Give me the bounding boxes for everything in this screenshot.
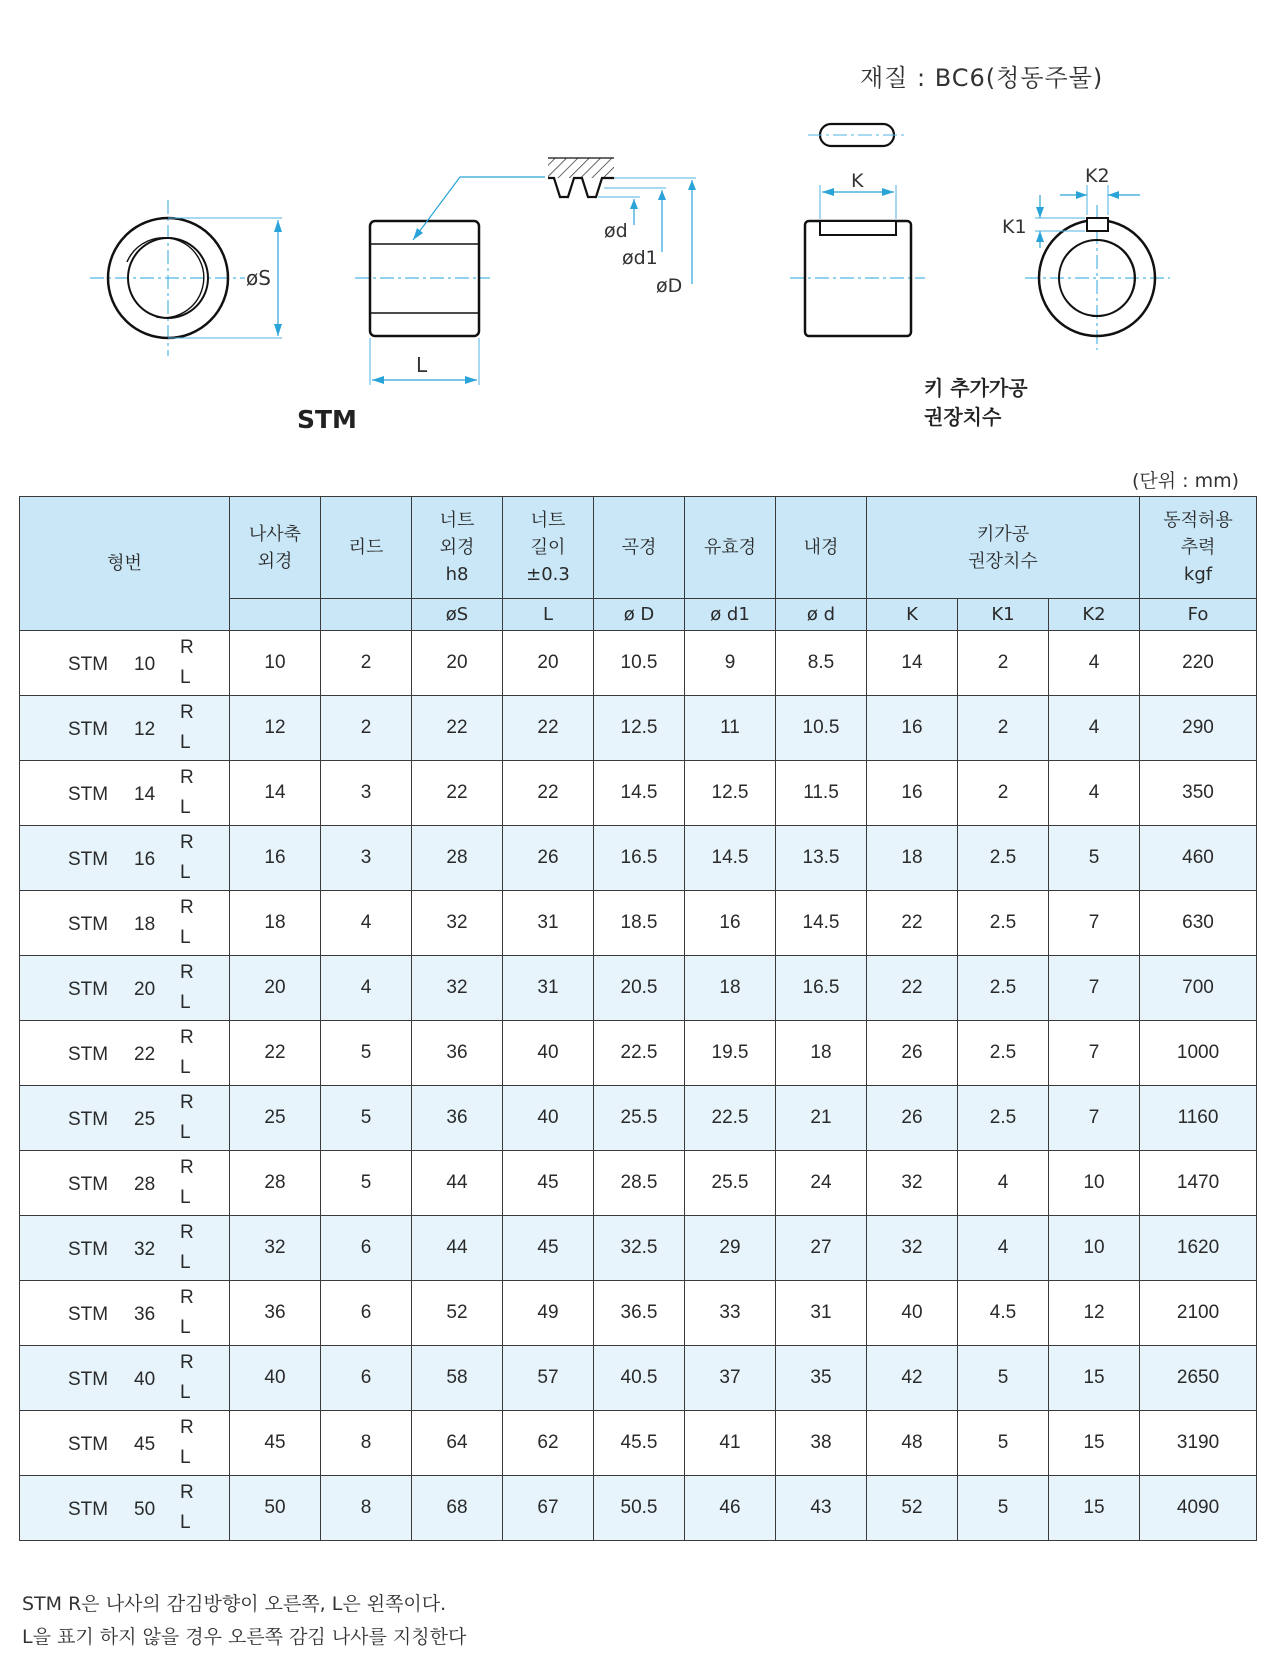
model-size: 10	[134, 654, 156, 675]
dim-k1-label: K1	[1002, 216, 1027, 238]
cell-screw_od: 12	[230, 696, 321, 761]
keyed-nut-end-view	[1002, 165, 1170, 350]
model-cell	[20, 1151, 230, 1216]
cell-k1: 4.5	[958, 1281, 1049, 1346]
model-dir-l: L	[180, 732, 191, 753]
dim-k-label: K	[851, 170, 864, 192]
header-model: 형번	[20, 497, 230, 631]
cell-lead: 4	[321, 891, 412, 956]
cell-d1: 11	[685, 696, 776, 761]
cell-lead: 2	[321, 696, 412, 761]
dim-l-label: L	[416, 353, 428, 377]
model-size: 28	[134, 1174, 156, 1195]
model-dir-l: L	[180, 1382, 191, 1403]
model-size: 45	[134, 1434, 156, 1455]
table-row	[20, 1151, 1257, 1216]
symbol-cell: K	[867, 599, 958, 631]
cell-k1: 2.5	[958, 956, 1049, 1021]
cell-d: 14.5	[594, 761, 685, 826]
cell-fo: 460	[1140, 826, 1257, 891]
cell-screw_od: 14	[230, 761, 321, 826]
cell-k2: 4	[1049, 696, 1140, 761]
symbol-cell: K1	[958, 599, 1049, 631]
dim-d-label: ød	[604, 220, 628, 242]
header-key: 키가공 권장치수	[867, 497, 1140, 599]
spec-table-body	[20, 631, 1257, 1541]
cell-d: 18.5	[594, 891, 685, 956]
cell-fo: 630	[1140, 891, 1257, 956]
table-row	[20, 1346, 1257, 1411]
cell-screw_od: 18	[230, 891, 321, 956]
cell-s: 36	[412, 1021, 503, 1086]
cell-fo: 700	[1140, 956, 1257, 1021]
cell-lead: 3	[321, 826, 412, 891]
cell-k2: 7	[1049, 1086, 1140, 1151]
cell-k1: 2	[958, 761, 1049, 826]
cell-l: 40	[503, 1021, 594, 1086]
cell-screw_od: 40	[230, 1346, 321, 1411]
cell-fo: 350	[1140, 761, 1257, 826]
cell-screw_od: 36	[230, 1281, 321, 1346]
cell-d1: 22.5	[685, 1086, 776, 1151]
cell-d1: 12.5	[685, 761, 776, 826]
stm-label: STM	[297, 405, 357, 434]
cell-lead: 5	[321, 1151, 412, 1216]
keyed-nut-side-view	[790, 170, 925, 336]
cell-k2: 4	[1049, 631, 1140, 696]
model-cell	[20, 1476, 230, 1541]
header-inner-dia: 내경	[776, 497, 867, 599]
cell-screw_od: 25	[230, 1086, 321, 1151]
model-dir-l: L	[180, 1252, 191, 1273]
cell-k2: 15	[1049, 1346, 1140, 1411]
cell-k1: 2	[958, 696, 1049, 761]
header-nut-od: 너트 외경 h8	[412, 497, 503, 599]
model-size: 36	[134, 1304, 156, 1325]
cell-k: 22	[867, 956, 958, 1021]
key-label-line-1: 키 추가가공	[924, 376, 1028, 400]
cell-d: 50.5	[594, 1476, 685, 1541]
cell-d: 10.5	[776, 696, 867, 761]
model-size: 40	[134, 1369, 156, 1390]
model-dir-l: L	[180, 1447, 191, 1468]
cell-d: 43	[776, 1476, 867, 1541]
model-dir-r: R	[180, 1157, 194, 1178]
model-prefix: STM	[68, 1174, 109, 1195]
cell-d1: 33	[685, 1281, 776, 1346]
cell-k: 16	[867, 761, 958, 826]
cell-l: 22	[503, 761, 594, 826]
model-size: 50	[134, 1499, 156, 1520]
cell-fo: 2100	[1140, 1281, 1257, 1346]
cell-k1: 2.5	[958, 826, 1049, 891]
cell-k2: 15	[1049, 1476, 1140, 1541]
model-prefix: STM	[68, 849, 109, 870]
cell-k2: 12	[1049, 1281, 1140, 1346]
model-cell	[20, 1086, 230, 1151]
model-dir-r: R	[180, 1352, 194, 1373]
model-cell	[20, 696, 230, 761]
cell-d: 32.5	[594, 1216, 685, 1281]
cell-k2: 5	[1049, 826, 1140, 891]
cell-lead: 6	[321, 1281, 412, 1346]
cell-lead: 2	[321, 631, 412, 696]
model-prefix: STM	[68, 914, 109, 935]
model-prefix: STM	[68, 1369, 109, 1390]
cell-screw_od: 16	[230, 826, 321, 891]
cell-s: 32	[412, 956, 503, 1021]
model-dir-l: L	[180, 927, 191, 948]
model-dir-l: L	[180, 862, 191, 883]
dim-k2-label: K2	[1085, 165, 1110, 187]
table-row	[20, 1216, 1257, 1281]
nut-end-view	[90, 200, 282, 356]
table-row	[20, 826, 1257, 891]
cell-k2: 10	[1049, 1216, 1140, 1281]
cell-d1: 41	[685, 1411, 776, 1476]
cell-d1: 16	[685, 891, 776, 956]
spec-table	[19, 496, 1257, 1541]
cell-d: 16.5	[594, 826, 685, 891]
cell-d: 40.5	[594, 1346, 685, 1411]
cell-lead: 4	[321, 956, 412, 1021]
model-cell	[20, 956, 230, 1021]
table-row	[20, 631, 1257, 696]
table-row	[20, 1021, 1257, 1086]
cell-fo: 1160	[1140, 1086, 1257, 1151]
symbol-cell: ø d	[776, 599, 867, 631]
cell-d1: 37	[685, 1346, 776, 1411]
footnote-1: STM R은 나사의 감김방향이 오른쪽, L은 왼쪽이다.	[22, 1593, 447, 1615]
header-effective-dia: 유효경	[685, 497, 776, 599]
cell-k: 26	[867, 1021, 958, 1086]
cell-d1: 46	[685, 1476, 776, 1541]
cell-l: 45	[503, 1216, 594, 1281]
cell-d: 13.5	[776, 826, 867, 891]
cell-d: 21	[776, 1086, 867, 1151]
cell-lead: 5	[321, 1086, 412, 1151]
cell-k1: 4	[958, 1216, 1049, 1281]
dim-s-label: øS	[246, 266, 271, 290]
symbol-cell: L	[503, 599, 594, 631]
cell-l: 67	[503, 1476, 594, 1541]
cell-d: 18	[776, 1021, 867, 1086]
cell-d: 8.5	[776, 631, 867, 696]
cell-s: 44	[412, 1216, 503, 1281]
cell-d1: 9	[685, 631, 776, 696]
cell-k1: 2	[958, 631, 1049, 696]
cell-d1: 25.5	[685, 1151, 776, 1216]
cell-k: 18	[867, 826, 958, 891]
cell-k1: 2.5	[958, 1021, 1049, 1086]
cell-s: 68	[412, 1476, 503, 1541]
model-dir-r: R	[180, 637, 194, 658]
cell-fo: 290	[1140, 696, 1257, 761]
cell-k1: 4	[958, 1151, 1049, 1216]
cell-k: 40	[867, 1281, 958, 1346]
nut-side-view	[355, 177, 545, 385]
cell-d: 35	[776, 1346, 867, 1411]
model-dir-l: L	[180, 1187, 191, 1208]
symbol-cell: øS	[412, 599, 503, 631]
cell-fo: 4090	[1140, 1476, 1257, 1541]
table-row	[20, 1476, 1257, 1541]
cell-lead: 6	[321, 1216, 412, 1281]
cell-d: 36.5	[594, 1281, 685, 1346]
cell-d: 28.5	[594, 1151, 685, 1216]
model-dir-l: L	[180, 1122, 191, 1143]
cell-d1: 29	[685, 1216, 776, 1281]
cell-lead: 6	[321, 1346, 412, 1411]
cell-fo: 2650	[1140, 1346, 1257, 1411]
model-cell	[20, 826, 230, 891]
header-thrust: 동적허용 추력 kgf	[1140, 497, 1257, 599]
model-dir-r: R	[180, 897, 194, 918]
model-dir-r: R	[180, 1287, 194, 1308]
cell-d: 27	[776, 1216, 867, 1281]
cell-d: 16.5	[776, 956, 867, 1021]
cell-s: 58	[412, 1346, 503, 1411]
cell-lead: 3	[321, 761, 412, 826]
model-prefix: STM	[68, 1499, 109, 1520]
cell-s: 22	[412, 761, 503, 826]
dim-d1-label: ød1	[622, 247, 658, 269]
footnotes	[22, 1588, 466, 1654]
cell-k: 32	[867, 1216, 958, 1281]
model-cell	[20, 761, 230, 826]
cell-d: 24	[776, 1151, 867, 1216]
unit-note: (단위 : mm)	[1132, 470, 1240, 492]
key-part	[808, 124, 906, 146]
cell-d: 11.5	[776, 761, 867, 826]
model-size: 32	[134, 1239, 156, 1260]
cell-fo: 220	[1140, 631, 1257, 696]
model-size: 12	[134, 719, 156, 740]
model-size: 14	[134, 784, 156, 805]
cell-k2: 7	[1049, 891, 1140, 956]
symbol-cell: ø d1	[685, 599, 776, 631]
cell-k2: 10	[1049, 1151, 1140, 1216]
cell-k: 22	[867, 891, 958, 956]
model-size: 20	[134, 979, 156, 1000]
cell-k1: 5	[958, 1346, 1049, 1411]
cell-d: 45.5	[594, 1411, 685, 1476]
model-prefix: STM	[68, 719, 109, 740]
model-size: 16	[134, 849, 156, 870]
model-prefix: STM	[68, 1239, 109, 1260]
cell-k: 14	[867, 631, 958, 696]
cell-d1: 18	[685, 956, 776, 1021]
cell-s: 44	[412, 1151, 503, 1216]
model-dir-r: R	[180, 962, 194, 983]
cell-d: 25.5	[594, 1086, 685, 1151]
cell-s: 28	[412, 826, 503, 891]
table-row	[20, 696, 1257, 761]
cell-l: 62	[503, 1411, 594, 1476]
model-cell	[20, 1281, 230, 1346]
model-dir-r: R	[180, 1482, 194, 1503]
cell-s: 64	[412, 1411, 503, 1476]
cell-k: 32	[867, 1151, 958, 1216]
cell-lead: 8	[321, 1411, 412, 1476]
model-prefix: STM	[68, 1304, 109, 1325]
header-screw-od: 나사축 외경	[230, 497, 321, 599]
model-dir-l: L	[180, 1317, 191, 1338]
model-cell	[20, 631, 230, 696]
table-row	[20, 1086, 1257, 1151]
model-cell	[20, 1216, 230, 1281]
table-row	[20, 956, 1257, 1021]
cell-s: 22	[412, 696, 503, 761]
model-prefix: STM	[68, 654, 109, 675]
cell-screw_od: 28	[230, 1151, 321, 1216]
model-cell	[20, 1021, 230, 1086]
model-size: 22	[134, 1044, 156, 1065]
cell-screw_od: 10	[230, 631, 321, 696]
table-row	[20, 1281, 1257, 1346]
cell-d: 12.5	[594, 696, 685, 761]
footnote-2: L을 표기 하지 않을 경우 오른쪽 감김 나사를 지칭한다	[22, 1626, 467, 1648]
cell-d1: 14.5	[685, 826, 776, 891]
cell-l: 49	[503, 1281, 594, 1346]
cell-lead: 8	[321, 1476, 412, 1541]
cell-l: 31	[503, 956, 594, 1021]
cell-d: 22.5	[594, 1021, 685, 1086]
cell-k1: 2.5	[958, 1086, 1049, 1151]
table-row	[20, 761, 1257, 826]
model-dir-r: R	[180, 767, 194, 788]
model-dir-r: R	[180, 702, 194, 723]
symbol-cell	[321, 599, 412, 631]
cell-s: 36	[412, 1086, 503, 1151]
cell-d: 31	[776, 1281, 867, 1346]
cell-k: 16	[867, 696, 958, 761]
cell-fo: 1620	[1140, 1216, 1257, 1281]
cell-screw_od: 45	[230, 1411, 321, 1476]
model-dir-r: R	[180, 832, 194, 853]
cell-k2: 4	[1049, 761, 1140, 826]
cell-fo: 1470	[1140, 1151, 1257, 1216]
dim-bigd-label: øD	[656, 275, 683, 297]
cell-k2: 7	[1049, 956, 1140, 1021]
model-dir-l: L	[180, 1512, 191, 1533]
cell-l: 22	[503, 696, 594, 761]
cell-k: 26	[867, 1086, 958, 1151]
cell-k1: 5	[958, 1476, 1049, 1541]
cell-d: 14.5	[776, 891, 867, 956]
model-dir-l: L	[180, 797, 191, 818]
cell-k1: 2.5	[958, 891, 1049, 956]
thread-detail	[548, 158, 696, 297]
material-spec: 재질 : BC6(청동주물)	[860, 64, 1104, 92]
model-dir-l: L	[180, 1057, 191, 1078]
symbol-cell: Fo	[1140, 599, 1257, 631]
model-dir-r: R	[180, 1027, 194, 1048]
table-row	[20, 1411, 1257, 1476]
model-dir-l: L	[180, 992, 191, 1013]
symbol-cell: K2	[1049, 599, 1140, 631]
cell-screw_od: 50	[230, 1476, 321, 1541]
table-row	[20, 891, 1257, 956]
cell-l: 57	[503, 1346, 594, 1411]
model-prefix: STM	[68, 979, 109, 1000]
model-prefix: STM	[68, 1109, 109, 1130]
cell-k1: 5	[958, 1411, 1049, 1476]
cell-k2: 15	[1049, 1411, 1140, 1476]
model-dir-r: R	[180, 1092, 194, 1113]
cell-screw_od: 32	[230, 1216, 321, 1281]
model-prefix: STM	[68, 1044, 109, 1065]
model-dir-r: R	[180, 1222, 194, 1243]
cell-fo: 3190	[1140, 1411, 1257, 1476]
symbol-cell: ø D	[594, 599, 685, 631]
model-dir-r: R	[180, 1417, 194, 1438]
cell-s: 52	[412, 1281, 503, 1346]
header-row	[20, 497, 1257, 599]
cell-l: 26	[503, 826, 594, 891]
cell-d1: 19.5	[685, 1021, 776, 1086]
model-size: 25	[134, 1109, 156, 1130]
cell-s: 32	[412, 891, 503, 956]
cell-fo: 1000	[1140, 1021, 1257, 1086]
key-label-line-2: 권장치수	[924, 405, 1002, 429]
cell-l: 45	[503, 1151, 594, 1216]
model-cell	[20, 1346, 230, 1411]
cell-k: 42	[867, 1346, 958, 1411]
cell-l: 40	[503, 1086, 594, 1151]
cell-l: 20	[503, 631, 594, 696]
cell-d: 20.5	[594, 956, 685, 1021]
model-dir-l: L	[180, 667, 191, 688]
cell-k2: 7	[1049, 1021, 1140, 1086]
model-prefix: STM	[68, 784, 109, 805]
cell-k: 48	[867, 1411, 958, 1476]
model-cell	[20, 891, 230, 956]
cell-screw_od: 22	[230, 1021, 321, 1086]
cell-l: 31	[503, 891, 594, 956]
model-prefix: STM	[68, 1434, 109, 1455]
model-size: 18	[134, 914, 156, 935]
technical-drawing	[0, 0, 1276, 460]
cell-d: 10.5	[594, 631, 685, 696]
header-lead: 리드	[321, 497, 412, 599]
header-nut-length: 너트 길이 ±0.3	[503, 497, 594, 599]
cell-lead: 5	[321, 1021, 412, 1086]
key-label	[924, 374, 1028, 432]
model-cell	[20, 1411, 230, 1476]
symbol-cell	[230, 599, 321, 631]
header-root-dia: 곡경	[594, 497, 685, 599]
cell-screw_od: 20	[230, 956, 321, 1021]
cell-d: 38	[776, 1411, 867, 1476]
cell-k: 52	[867, 1476, 958, 1541]
cell-s: 20	[412, 631, 503, 696]
